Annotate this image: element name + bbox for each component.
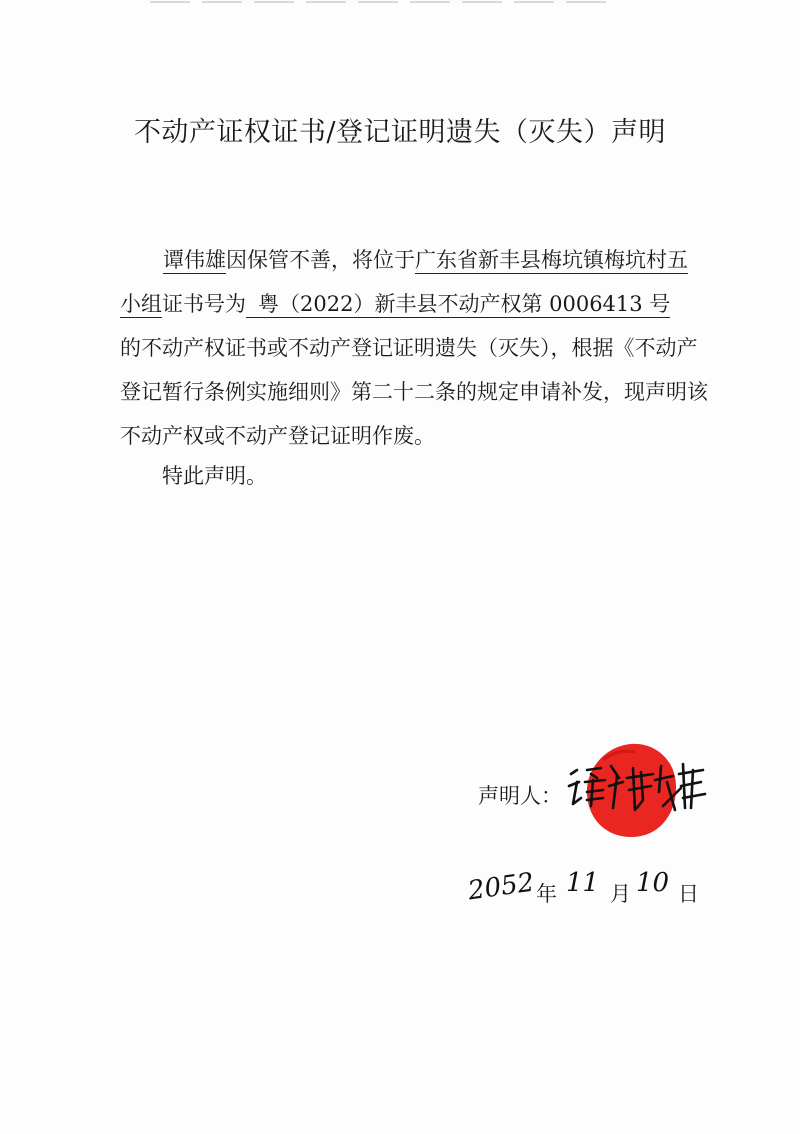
certificate-number: 粤（2022）新丰县不动产权第 0006413 号 bbox=[246, 292, 670, 318]
date-day-unit: 日 bbox=[678, 882, 699, 906]
paragraph-text-1: 因保管不善，将位于 bbox=[226, 248, 415, 272]
paragraph-line-5: 不动产权或不动产登记证明作废。 bbox=[120, 424, 435, 448]
date-month: 11 bbox=[566, 868, 600, 898]
date-day: 10 bbox=[636, 868, 670, 898]
declaration-paragraph bbox=[120, 238, 710, 458]
closing-statement: 特此声明。 bbox=[162, 464, 267, 488]
document-title: 不动产证权证书/登记证明遗失（灭失）声明 bbox=[133, 117, 667, 148]
date-year: 2052 bbox=[466, 867, 536, 907]
declarant-name: 谭伟雄 bbox=[163, 248, 226, 272]
date-year-unit: 年 bbox=[536, 882, 557, 906]
handwritten-signature bbox=[563, 752, 713, 822]
paragraph-line-3: 的不动产权证书或不动产登记证明遗失（灭失），根据《不动产 bbox=[120, 336, 698, 360]
paragraph-line-4: 登记暂行条例实施细则》第二十二条的规定申请补发，现声明该 bbox=[120, 380, 708, 404]
paragraph-text-2: 证书号为 bbox=[162, 292, 246, 316]
date-month-unit: 月 bbox=[610, 882, 631, 906]
declarant-label: 声明人： bbox=[478, 784, 562, 808]
paragraph-line-1 bbox=[120, 238, 710, 282]
property-address-cont: 小组 bbox=[120, 292, 162, 316]
property-address: 广东省新丰县梅坑镇梅坑村五 bbox=[415, 248, 688, 272]
paragraph-line-2 bbox=[120, 282, 710, 326]
date-line bbox=[460, 862, 720, 922]
scan-edge-mark bbox=[150, 0, 610, 6]
